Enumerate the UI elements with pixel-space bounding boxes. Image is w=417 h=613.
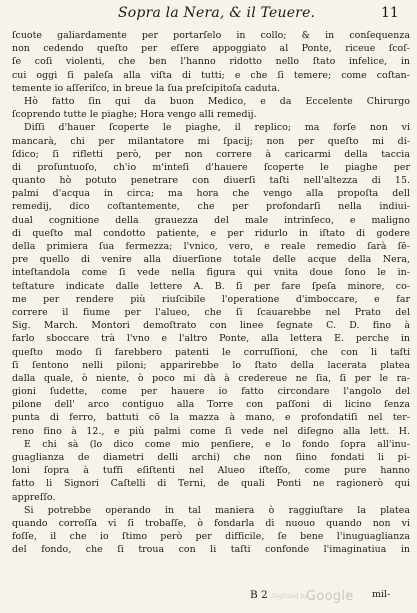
- text-line: ſcuote galiardamente per portarſelo in collo; & in conſequenza: [12, 30, 410, 41]
- signature-mark: B 2: [250, 589, 268, 601]
- text-line: Hò fatto ſin qui da buon Medico, e da Eccelente Chirurgo: [24, 95, 410, 107]
- watermark-prefix: Digitized by: [272, 593, 308, 600]
- text-line: pilone dell' arco contiguo alla Torre con paſſoni di licino ſenza: [12, 399, 410, 411]
- running-title: Sopra la Nera, & il Teuere.: [118, 5, 316, 21]
- text-line: Sig. March. Montori demoſtrato con linee ſegnate C. D. fino à: [12, 320, 410, 332]
- text-line: Diſſi d'hauer ſcoperte le piaghe, il replico; ma forſe non vi: [24, 122, 410, 134]
- text-line: dalla quale, ò niente, ò poco mi dà à credereue ne ſia, ſi per le ra-: [12, 372, 410, 384]
- running-header: [0, 5, 417, 23]
- page-number: 11: [381, 5, 399, 21]
- text-line: correre il fiume per l'alueo, che ſi ſcauarebbe nel Prato del: [12, 306, 410, 318]
- page-footer: [0, 589, 417, 603]
- text-line: loni ſopra à tuffi eſiſtenti nel Alueo iſteſſo, come pure hanno: [12, 465, 410, 477]
- text-line: Si potrebbe operando in tal maniera ò raggiuſtare la platea: [24, 504, 410, 516]
- text-line: foſſe, il che io ſtimo però per difficile, ſe bene l'inuguaglianza: [12, 531, 410, 543]
- text-line: me per rendere più riuſcibile l'operatione d'imboccare, e far: [12, 293, 410, 305]
- text-line: ſi ſentono nelli piloni; apparirebbe lo ſtato della lacerata platea: [12, 359, 410, 371]
- text-line: teſtature indicate dalle lettere A. B. ſi per fare ſpeſa minore, co-: [12, 280, 410, 292]
- text-line: appreſſo.: [12, 491, 56, 503]
- text-line: pre quello di venire alla diuerſione totale delle acque della Nera,: [12, 254, 410, 266]
- text-line: queſto modo ſi farebbero patenti le corruſſioni, che con li taſti: [12, 346, 410, 358]
- text-line: remedij, dico coſtantemente, che per profondarſi nella indiui-: [12, 201, 410, 213]
- text-line: gioni ſudette, come per hauere io fatto circondare l'angolo del: [12, 386, 410, 398]
- body-text: [12, 29, 410, 557]
- text-line: ſe coſi violenti, che ben l'hanno ridotto nello ſtato infelice, in: [12, 56, 410, 68]
- text-line: di queſto mal condotto patiente, e per ridurlo in iſtato di godere: [12, 227, 410, 239]
- catchword: mil-: [372, 589, 391, 600]
- text-line: palmi d'acqua in circa; ma hora che vengo alla propoſta dell: [12, 188, 410, 200]
- text-line: cui oggi ſi paleſa alla viſta di tutti; e che ſi temere; come coſtan-: [12, 69, 410, 81]
- text-line: non cedendo queſto per eſſere appoggiato al Ponte, riceue ſcoſ-: [12, 43, 410, 55]
- google-watermark: Google: [306, 589, 354, 604]
- text-line: quanto hò potuto penetrare con diuerſi taſti nell'altezza di 15.: [12, 175, 410, 187]
- text-line: temente io aſſeriſco, in breue la ſua preſcipitoſa caduta.: [12, 82, 281, 94]
- text-line: del fondo, che ſi troua con li taſti confonde l'imaginatiua in: [12, 544, 410, 556]
- text-line: di proſuntuoſo, ch'io m'inteſi d'hauere ſcoperte le piaghe per: [12, 161, 410, 173]
- text-line: punta di ferro, battuti cō la mazza à mano, e profondatiſi nel ter-: [12, 412, 410, 424]
- text-line: reno fino à 12., e più palmi come ſi vede nel diſegno alla lett. H.: [12, 425, 410, 437]
- text-line: E chi sà (lo dico come mio penſiere, e lo fondo ſopra all'inu-: [24, 438, 410, 450]
- text-line: mancarà, chi per milantatore mi ſpacij; non per queſto mi di-: [12, 135, 410, 147]
- text-line: della primiera ſua fermezza; l'vnico, vero, e reale remedio ſarà ſē-: [12, 241, 410, 252]
- text-line: inteſtandola come ſi vede nella figura qui vnita doue ſono le in-: [12, 267, 410, 279]
- text-line: fatto li Signori Caſtelli di Terni, de quali Ponti ne ragionerò qui: [12, 478, 410, 490]
- text-line: farlo sboccare trà l'vno e l'altro Ponte, alla lettera E. perche in: [12, 333, 410, 345]
- text-line: ſdico; ſi rifletti però, per non correre à caricarmi della taccia: [12, 148, 410, 160]
- text-line: dual cognitione della grauezza del male intrinſeco, e maligno: [12, 214, 410, 226]
- text-line: ſcoprendo tutte le piaghe; Hora vengo alli remedij.: [12, 109, 257, 121]
- text-line: quando corroſſa vi ſi trobaſſe, ò fondarla di nuouo quando non vi: [12, 517, 410, 529]
- text-line: guaglianza de diametri delli archi) che non ſiino fondati li pi-: [12, 452, 410, 463]
